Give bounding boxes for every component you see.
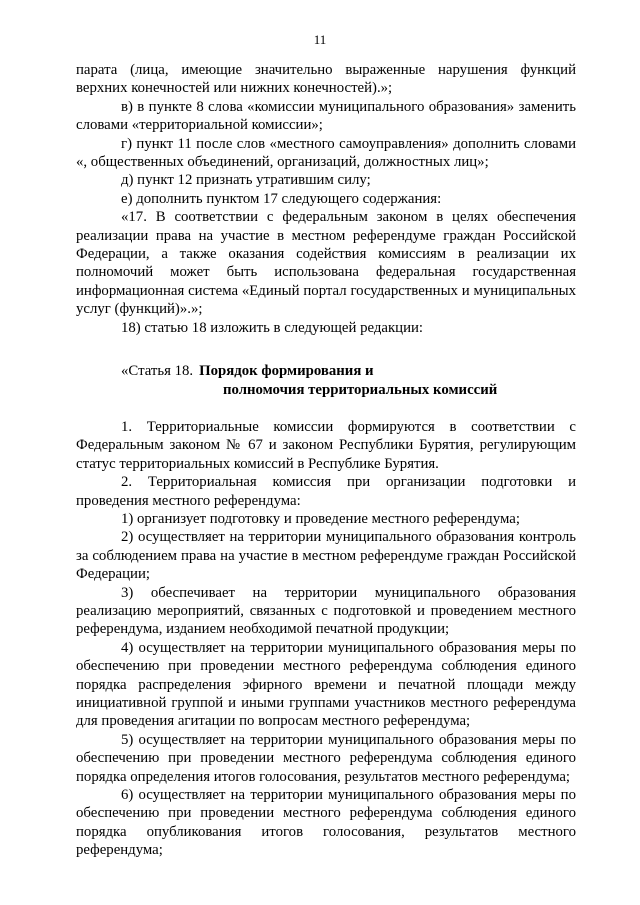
document-body	[76, 61, 576, 860]
paragraph-item-v: в) в пункте 8 слова «комиссии муниципального образования» заменить словами «территориальной комиссии»;	[76, 98, 576, 134]
article-heading	[76, 362, 576, 399]
spacer	[76, 337, 576, 362]
paragraph-clause-2: 2. Территориальная комиссия при организации подготовки и проведения местного референдума:	[76, 474, 576, 509]
paragraph-point-17: «17. В соответствии с федеральным законом в целях обеспечения реализации права на участие в местном референдуме граждан Российской Федерации, а также оказания содействия комиссиям в реализации их полномочий может быть использована федеральная государственная информационная система «Единый портал государственных и муниципальных услуг (функций)».»;	[76, 209, 576, 318]
spacer	[76, 399, 576, 418]
paragraph-continuation: парата (лица, имеющие значительно выраженные нарушения функций верхних конечностей или нижних конечностей).»;	[76, 62, 576, 97]
paragraph-subclause-5: 5) осуществляет на территории муниципального образования меры по обеспечению при проведении местного референдума соблюдения единого порядка определения итогов голосования, результатов местного референдума;	[76, 731, 576, 785]
article-number: «Статья 18.	[121, 363, 194, 380]
article-title-line-2: полномочия территориальных комиссий	[223, 381, 498, 398]
paragraph-subclause-2: 2) осуществляет на территории муниципального образования контроль за соблюдением права на участие в местном референдуме граждан Российской Федерации;	[76, 529, 576, 583]
paragraph-subclause-4: 4) осуществляет на территории муниципального образования меры по обеспечению при проведении местного референдума соблюдения единого порядка распределения эфирного времени и печатной площади между инициативной группой и иными группами участников местного референдума для проведения агитации по вопросам местного референдума;	[76, 639, 576, 730]
paragraph-item-18: 18) статью 18 изложить в следующей редакции:	[121, 319, 424, 336]
page-number: 11	[313, 32, 327, 47]
paragraph-item-e: е) дополнить пунктом 17 следующего содержания:	[121, 190, 442, 207]
paragraph-subclause-6: 6) осуществляет на территории муниципального образования меры по обеспечению при проведении местного референдума соблюдения единого порядка опубликования итогов голосования, результатов местного референдума;	[76, 787, 576, 859]
paragraph-item-d: д) пункт 12 признать утратившим силу;	[121, 172, 371, 189]
paragraph-subclause-1: 1) организует подготовку и проведение местного референдума;	[121, 510, 520, 527]
article-title-line-1: Порядок формирования и	[199, 363, 374, 380]
paragraph-subclause-3: 3) обеспечивает на территории муниципального образования реализацию мероприятий, связанных с подготовкой и проведением местного референдума, изданием необходимой печатной продукции;	[76, 584, 576, 638]
paragraph-item-g: г) пункт 11 после слов «местного самоуправления» дополнить словами «, общественных объединений, организаций, должностных лиц»;	[76, 135, 576, 171]
paragraph-clause-1: 1. Территориальные комиссии формируются в соответствии с Федеральным законом № 67 и законом Республики Бурятия, регулирующим статус территориальных комиссий в Республике Бурятия.	[76, 418, 576, 472]
